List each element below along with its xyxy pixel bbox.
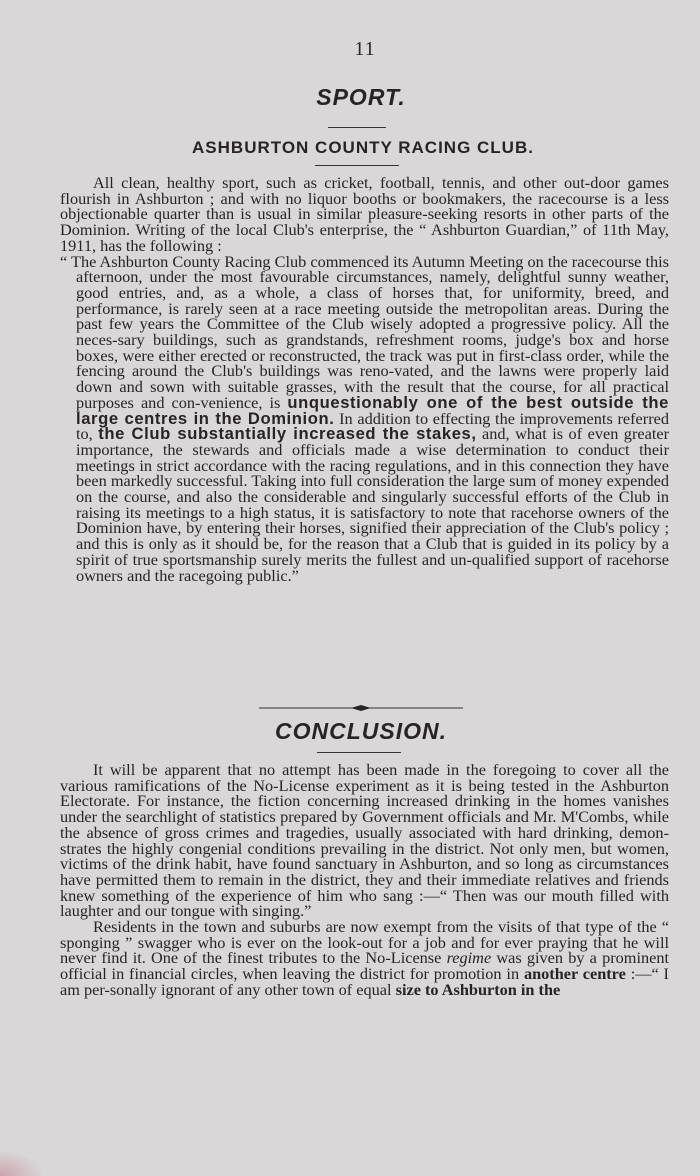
conclusion-section-body — [60, 762, 669, 998]
subheading-rule — [315, 165, 399, 166]
conclusion-paragraph-2 — [60, 919, 669, 998]
club-subheading: ASHBURTON COUNTY RACING CLUB. — [192, 138, 534, 157]
para2-bold-1: another centre — [523, 964, 626, 984]
quote-emphasis-2: the Club substantially increased the stakes, — [98, 424, 477, 444]
racing-club-quote — [60, 251, 669, 585]
page-number: 11 — [354, 38, 376, 60]
quote-emphasis-1: unquestionably one of the best outside the large centres in the Dominion. — [76, 392, 669, 428]
sport-intro-paragraph: All clean, healthy sport, such as cricket, football, tennis, and other out-door games flourish in Ashburton ; and with no liquor booths or bookmakers, the racecourse is a less objectionable quarter than is usual in similar pleasure-seeking resorts in other parts of the Dominion. Writing of the local Club's enterprise, the “ Ashburton Guardian,” of 11th May, 1911, has the following : — [60, 173, 669, 255]
para2-text-3: :—“ I am per-sonally ignorant of any other town of equal — [60, 964, 669, 999]
para2-italic-regime: regime — [446, 948, 492, 968]
para2-text-2: was given by a prominent official in financial circles, when leaving the district for promotion in — [60, 948, 669, 984]
section-title-conclusion: CONCLUSION. — [275, 718, 447, 744]
quote-text-3: and, what is of even greater importance, the stewards and officials made a wise determination to conduct their meetings in strict accordance with the racing regulations, and in this connection they have been markedly successful. Taking into full consideration the large sum of money expended on the course, and also the considerable and singularly successful efforts of the Club in raising its meetings to a high status, it is satisfactory to note that racehorse owners of the Dominion have, by entering their horses, signified their appreciation of the Club's policy ; and this is only as it should be, for the reason that a Club that is guided in its policy by a spirit of true sportsmanship surely merits the fullest and un-qualified support of racehorse owners and the racegoing public.” — [76, 424, 669, 585]
section-divider-ornament — [259, 704, 463, 712]
quote-text-2: In addition to effecting the improvements referred to, — [76, 408, 669, 444]
quote-text-1: “ The Ashburton County Racing Club commenced its Autumn Meeting on the racecourse this afternoon, under the most favourable circumstances, namely, delightful sunny weather, good entries, and, as a whole, a class of horses that, for uniformity, breed, and performance, is rarely seen at a race meeting outside the metropolitan areas. During the past few years the Committee of the Club wisely adopted a progressive policy. All the neces-sary buildings, such as grandstands, refreshment rooms, judge's box and horse boxes, were either erected or reconstructed, the track was put in first-class order, while the fencing around the Club's buildings was reno-vated, and the lawns were properly laid down and sown with suitable grasses, with the result that the course, for all practical purposes and con-venience, is — [60, 251, 669, 412]
para2-bold-2: size to Ashburton in the — [395, 979, 561, 999]
conclusion-paragraph-1: It will be apparent that no attempt has been made in the foregoing to cover all the various ramifications of the No-License experiment as it is being tested in the Ashburton Electorate. For instance, the fiction concerning increased drinking in the homes vanishes under the searchlight of statistics prepared by Government officials and Mr. M'Combs, while the absence of gross crimes and tragedies, usually associated with hard drinking, demon-strates the highly congenial conditions prevailing in the district. Not only men, but women, victims of the drink habit, have found sanctuary in Ashburton, and so long as circumstances have permitted them to remain in the district, they and their immediate relatives and friends knew something of the experience of him who sang :—“ Then was our mouth filled with laughter and our tongue with singing.” — [60, 760, 669, 921]
sport-section-body — [60, 175, 669, 583]
title-rule — [328, 127, 386, 128]
conclusion-rule — [317, 752, 401, 753]
paper-stain — [0, 1150, 44, 1176]
section-title-sport: SPORT. — [316, 84, 406, 110]
para2-text-1: Residents in the town and suburbs are now exempt from the visits of that type of the “ sponging ” swagger who is ever on the look-out for a job and for ever praying that he will never find it. One of the finest tributes to the No-License — [60, 917, 669, 968]
